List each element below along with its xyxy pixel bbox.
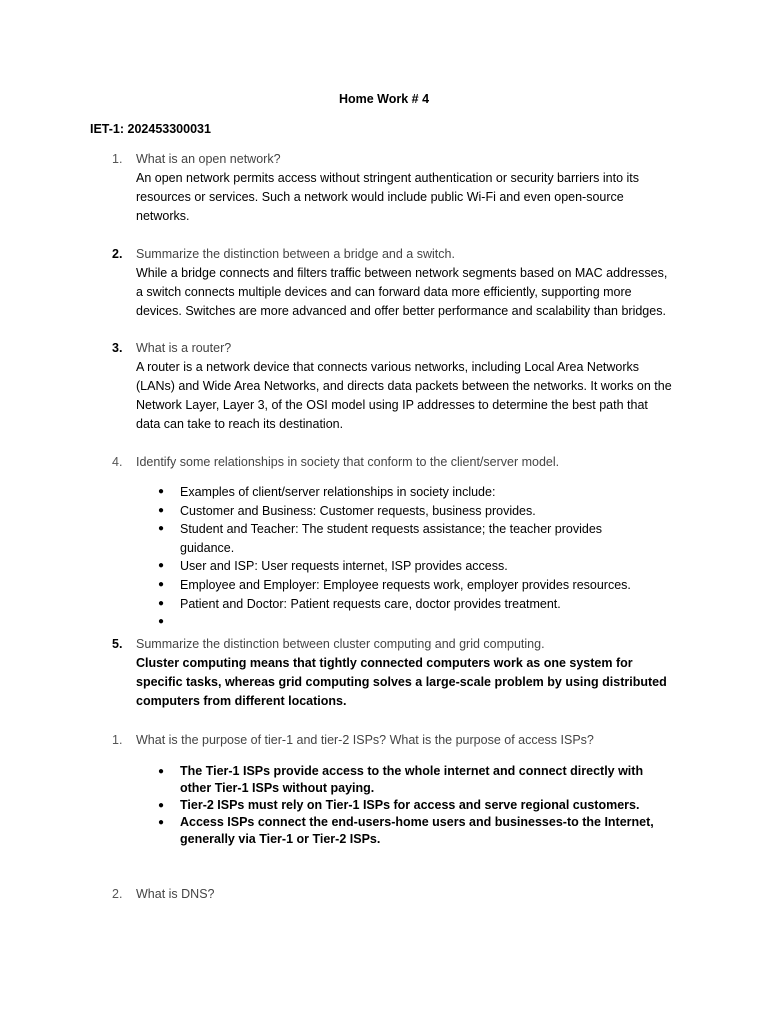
question-text: What is an open network? <box>136 152 281 166</box>
page-title: Home Work # 4 <box>338 92 430 106</box>
question-block-7 <box>112 885 672 904</box>
bullet-icon: ● <box>158 766 165 777</box>
list-item: ● Access ISPs connect the end-users-home users and businesses-to the Internet, generally via Tier-1 or Tier-2 ISPs. <box>158 815 654 846</box>
answer-text: Cluster computing means that tightly connected computers work as one system for specific tasks, whereas grid computing solves a large-scale problem by using distributed computers from different locations. <box>136 656 667 708</box>
question-number: 2. <box>112 247 123 261</box>
question-number: 1. <box>112 733 123 747</box>
list-item: ● Patient and Doctor: Patient requests care, doctor provides treatment. <box>158 595 658 614</box>
answer-text: An open network permits access without stringent authentication or security barriers into its resources or services. Such a network would include public Wi-Fi and even open-source networks. <box>136 171 640 223</box>
list-item <box>158 613 658 632</box>
question-text: Summarize the distinction between a bridge and a switch. <box>136 247 455 261</box>
student-id: IET-1: 202453300031 <box>90 122 211 136</box>
bullet-icon: ● <box>158 504 165 516</box>
bullet-icon: ● <box>158 523 165 535</box>
bullet-icon: ● <box>158 597 165 609</box>
list-item: ● Employee and Employer: Employee requests work, employer provides resources. <box>158 576 658 595</box>
question-block-2 <box>112 245 672 321</box>
question-text: Summarize the distinction between cluster computing and grid computing. <box>136 637 545 651</box>
question-text: What is DNS? <box>136 887 215 901</box>
list-item: ● User and ISP: User requests internet, ISP provides access. <box>158 557 658 576</box>
list-item: ● Tier-2 ISPs must rely on Tier-1 ISPs for access and serve regional customers. <box>158 798 640 812</box>
isp-list <box>158 763 658 848</box>
question-number: 2. <box>112 887 123 901</box>
question-block-1 <box>112 150 672 226</box>
question-text: Identify some relationships in society that conform to the client/server model. <box>136 455 560 469</box>
bullet-icon: ● <box>158 800 165 811</box>
question-number: 5. <box>112 637 123 651</box>
question-block-4 <box>112 453 672 472</box>
question-number: 4. <box>112 455 123 469</box>
bullet-icon: ● <box>158 616 165 628</box>
bullet-icon: ● <box>158 578 165 590</box>
list-item: ● Student and Teacher: The student requests assistance; the teacher provides guidance. <box>158 520 658 557</box>
list-item: ● Customer and Business: Customer requests, business provides. <box>158 502 658 521</box>
question-text: What is the purpose of tier-1 and tier-2 ISPs? What is the purpose of access ISPs? <box>136 733 594 747</box>
client-server-list <box>158 483 658 632</box>
question-number: 3. <box>112 341 123 355</box>
question-number: 1. <box>112 152 123 166</box>
question-text: What is a router? <box>136 341 232 355</box>
question-block-5 <box>112 635 672 711</box>
question-block-6 <box>112 731 672 750</box>
bullet-icon: ● <box>158 817 165 828</box>
question-block-3 <box>112 339 672 434</box>
answer-text: While a bridge connects and filters traffic between network segments based on MAC addresses, a switch connects multiple devices and can forward data more efficiently, supporting more devices. Switches are more advanced and offer better performance and scalability than bridges. <box>136 266 668 318</box>
list-item: ● Examples of client/server relationships in society include: <box>158 483 658 502</box>
bullet-icon: ● <box>158 560 165 572</box>
bullet-icon: ● <box>158 486 165 497</box>
list-item: ● The Tier-1 ISPs provide access to the whole internet and connect directly with other Tier-1 ISPs without paying. <box>158 764 644 795</box>
answer-text: A router is a network device that connects various networks, including Local Area Networks (LANs) and Wide Area Networks, and directs data packets between the networks. It works on the Network Layer, Layer 3, of the OSI model using IP addresses to determine the best path that data can take to reach its destination. <box>136 360 672 431</box>
